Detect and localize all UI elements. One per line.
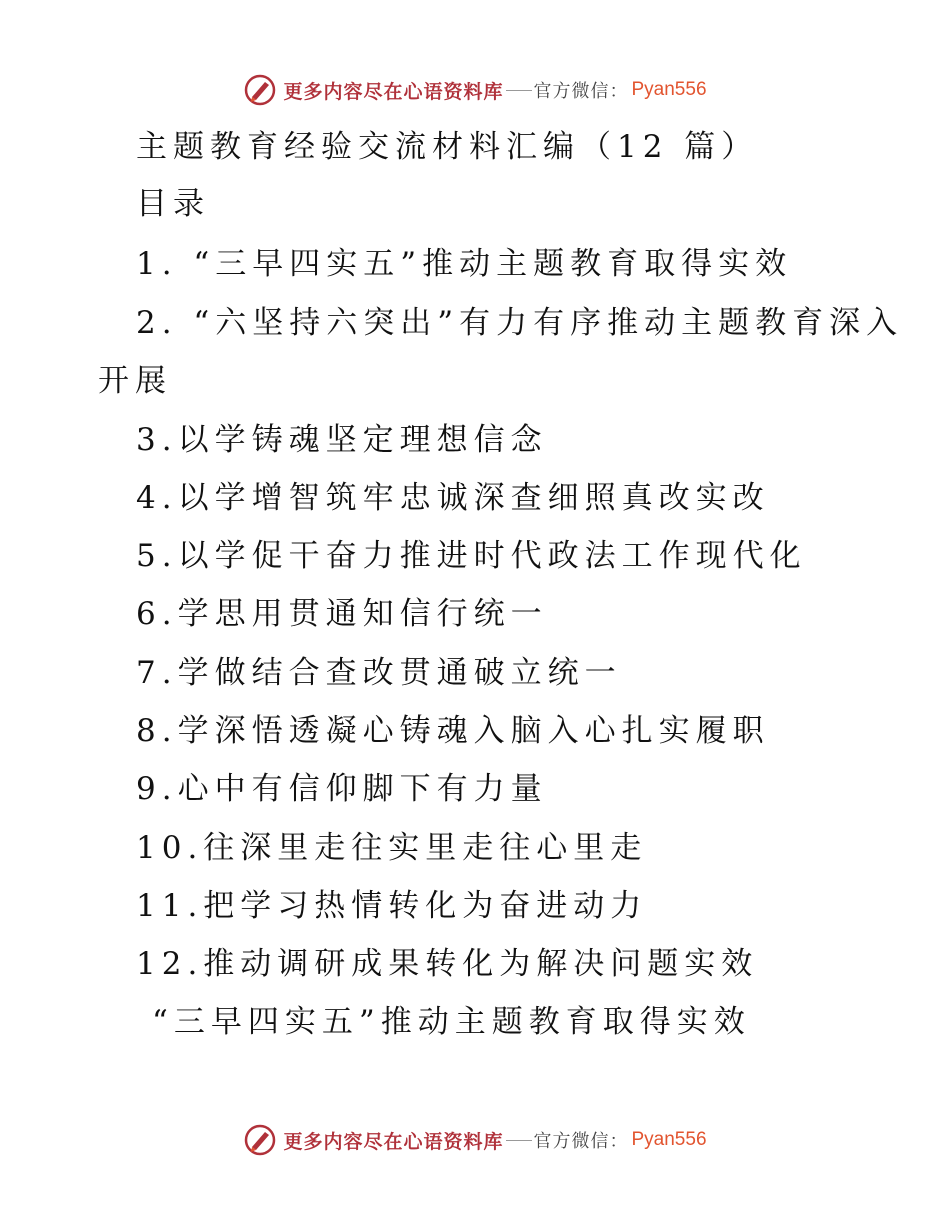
separator: ：: [609, 81, 628, 102]
official-label: 官方微信: [533, 81, 610, 102]
toc-item: 1. “三早四实五”推动主题教育取得实效: [136, 246, 793, 282]
toc-item: 12.推动调研成果转化为解决问题实效: [136, 946, 759, 982]
divider-dash: [506, 90, 532, 91]
toc-item-continuation: 开展: [98, 363, 172, 399]
document-title: 主题教育经验交流材料汇编（12 篇）: [136, 129, 759, 165]
official-label: 官方微信: [533, 1131, 610, 1152]
promo-text: 更多内容尽在心语资料库: [283, 1130, 504, 1153]
toc-item: 8.学深悟透凝心铸魂入脑入心扎实履职: [136, 713, 770, 749]
promo-text: 更多内容尽在心语资料库: [283, 80, 504, 103]
wechat-id: Pyan556: [631, 79, 707, 100]
header-banner: [0, 70, 950, 110]
wechat-id: Pyan556: [631, 1129, 707, 1150]
toc-heading: 目录: [136, 186, 210, 222]
toc-item: 2. “六坚持六突出”有力有序推动主题教育深入: [136, 305, 904, 341]
toc-item: 7.学做结合查改贯通破立统一: [136, 655, 622, 691]
article-title: “三早四实五”推动主题教育取得实效: [152, 1004, 751, 1040]
pen-logo-icon: [243, 73, 277, 107]
footer-banner: [0, 1120, 950, 1160]
pen-logo-icon: [243, 1123, 277, 1157]
divider-dash: [506, 1140, 532, 1141]
separator: ：: [609, 1131, 628, 1152]
toc-item: 6.学思用贯通知信行统一: [136, 596, 548, 632]
toc-item: 3.以学铸魂坚定理想信念: [136, 422, 548, 458]
toc-item: 11.把学习热情转化为奋进动力: [136, 888, 648, 924]
toc-item: 9.心中有信仰脚下有力量: [136, 771, 548, 807]
toc-item: 10.往深里走往实里走往心里走: [136, 830, 648, 866]
toc-item: 5.以学促干奋力推进时代政法工作现代化: [136, 538, 807, 574]
toc-item: 4.以学增智筑牢忠诚深查细照真改实改: [136, 480, 770, 516]
